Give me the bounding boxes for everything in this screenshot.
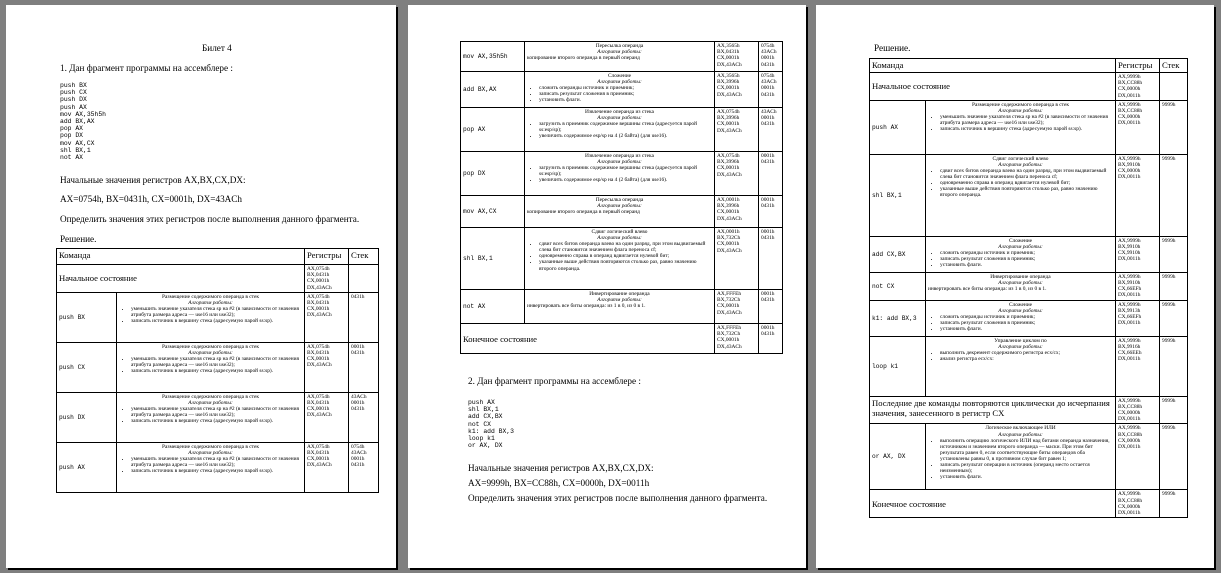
description-title: Логическое включающее ИЛИ bbox=[985, 425, 1056, 432]
description-list bbox=[527, 85, 712, 103]
description-bullet: • записать результат сложения в приемник; bbox=[539, 91, 712, 97]
table-row bbox=[57, 342, 379, 392]
stack-cell: 0431h bbox=[349, 292, 379, 342]
command-cell: pop DX bbox=[461, 152, 525, 196]
description-list bbox=[527, 241, 712, 271]
command-cell: loop k1 bbox=[870, 336, 926, 396]
description-subtitle: Алгоритм работы: bbox=[597, 49, 642, 56]
description-subtitle: Алгоритм работы: bbox=[188, 399, 233, 406]
code-line: shl BX,1 bbox=[60, 146, 91, 154]
command-description bbox=[926, 300, 1116, 336]
stack-cell: 9999h bbox=[1160, 272, 1188, 300]
page-3 bbox=[816, 5, 1214, 568]
page-2 bbox=[408, 5, 806, 568]
command-cell: not CX bbox=[870, 272, 926, 300]
init-label-2: Начальные значения регистров AX,BX,CX,DX: bbox=[468, 463, 654, 473]
description-list bbox=[527, 165, 712, 183]
command-cell: push AX bbox=[57, 442, 117, 492]
registers-cell: AX,0001h BX,732Ch CX,0001h DX,43ACh bbox=[715, 228, 759, 290]
table-row bbox=[57, 392, 379, 442]
description-line: копирование второго операнда в первый операнд bbox=[527, 55, 640, 62]
init-label: Начальные значения регистров AX,BX,CX,DX: bbox=[60, 175, 246, 185]
description-list bbox=[119, 306, 302, 324]
table-row bbox=[57, 442, 379, 492]
stack-cell: 0001h 0431h bbox=[349, 342, 379, 392]
initial-registers-2: AX,9999h BX,CC88h CX,0000h DX,0011h bbox=[1116, 73, 1160, 101]
note-stack: 9999h bbox=[1160, 396, 1188, 424]
command-description bbox=[926, 336, 1116, 396]
description-subtitle: Алгоритм работы: bbox=[597, 297, 642, 304]
stack-cell: 0754h 43ACh 0001h 0431h bbox=[759, 42, 783, 72]
description-bullet: • сложить операнды источник и приемник; bbox=[940, 314, 1113, 320]
description-line: инвертировать все биты операнда: из 1 в 0, из 0 в 1. bbox=[928, 286, 1047, 292]
description-list bbox=[928, 438, 1113, 481]
description-list bbox=[928, 350, 1113, 362]
header-stack-2: Стек bbox=[1160, 59, 1188, 73]
registers-cell: AX,0754h BX,0431h CX,0001h DX,43ACh bbox=[305, 342, 349, 392]
solution-table-2 bbox=[869, 58, 1188, 518]
stack-cell: 0754h 43ACh 0001h 0431h bbox=[759, 72, 783, 108]
command-description bbox=[926, 236, 1116, 272]
registers-cell: AX,0754h BX,3996h CX,0001h DX,43ACh bbox=[715, 152, 759, 196]
initial-state-label: Начальное состояние bbox=[57, 265, 305, 293]
description-title: Сложение bbox=[1008, 237, 1033, 244]
description-bullet: • записать результат сложения в приемник; bbox=[940, 320, 1113, 326]
stack-cell: 0001h 0431h bbox=[759, 196, 783, 228]
code-line: push AX bbox=[468, 399, 495, 406]
solution-label: Решение. bbox=[60, 234, 97, 244]
header-stack: Стек bbox=[349, 249, 379, 265]
description-list bbox=[119, 406, 302, 424]
description-bullet: • уменьшить значение указателя стека sp на #2 (в зависимости от значения атрибута размера адреса — use16 или use32); bbox=[131, 356, 302, 368]
description-line: инвертировать все биты операнда: из 1 в 0, из 0 в 1. bbox=[527, 303, 646, 310]
description-bullet: • одновременно справа в операнд вдвигается нулевой бит; bbox=[539, 253, 712, 259]
table-row bbox=[461, 72, 783, 108]
description-subtitle: Алгоритм работы: bbox=[597, 115, 642, 122]
registers-cell: AX,FFFEh BX,732Ch CX,0001h DX,43ACh bbox=[715, 290, 759, 324]
solution-label-2: Решение. bbox=[874, 43, 911, 53]
description-bullet: • сложить операнды источник и приемник; bbox=[940, 250, 1113, 256]
description-title: Извлечение операнда из стека bbox=[585, 153, 654, 159]
registers-cell: AX,9999h BX,CC88h CX,0000h DX,0011h bbox=[1116, 424, 1160, 490]
description-subtitle: Алгоритм работы: bbox=[597, 235, 642, 242]
initial-stack bbox=[349, 265, 379, 293]
description-title: Инвертирование операнда bbox=[990, 273, 1051, 280]
command-description bbox=[926, 100, 1116, 154]
description-list bbox=[928, 250, 1113, 268]
command-cell: k1: add BX,3 bbox=[870, 300, 926, 336]
command-description bbox=[525, 42, 715, 72]
registers-cell: AX,0001h BX,3996h CX,0001h DX,43ACh bbox=[715, 196, 759, 228]
stack-cell: 0001h 0431h bbox=[759, 152, 783, 196]
description-bullet: • выполнить операцию логического ИЛИ над битами операнда назначения, источником и значением второго операнда — маски. При этом бит результата равен 0, если соответствующие биты операндов оба установлены равны 0, в противном случае бит равен 1; bbox=[940, 438, 1113, 462]
description-subtitle: Алгоритм работы: bbox=[597, 203, 642, 210]
description-title: Пересылка операнда bbox=[595, 43, 644, 49]
description-title: Извлечение операнда из стека bbox=[585, 109, 654, 115]
command-description bbox=[117, 292, 305, 342]
description-bullet: • указанные выше действия повторяются столько раз, равно значению второго операнда. bbox=[940, 186, 1113, 198]
solution-table-1-cont bbox=[460, 41, 783, 354]
table-row bbox=[870, 236, 1188, 272]
code-line: shl BX,1 bbox=[468, 406, 499, 414]
table-row bbox=[870, 396, 1188, 424]
description-bullet: • установить флаги. bbox=[539, 97, 712, 103]
description-list bbox=[119, 456, 302, 474]
description-bullet: • записать источник в вершину стека (адресуемую парой ss:sp). bbox=[131, 318, 302, 324]
registers-cell: AX,0754h BX,0431h CX,0001h DX,43ACh bbox=[305, 292, 349, 342]
stack-cell: 43ACh 0001h 0431h bbox=[759, 108, 783, 152]
description-bullet: • увеличить содержимое esp/sp на 4 (2 байта) (для use16). bbox=[539, 177, 712, 183]
registers-cell: AX,9999h BX,CC88h CX,0000h DX,0011h bbox=[1116, 100, 1160, 154]
code-line: mov AX,35h5h bbox=[60, 110, 107, 118]
description-title: Сдвиг логический влево bbox=[591, 229, 648, 235]
description-line: копирование второго операнда в первый операнд bbox=[527, 209, 640, 216]
header-command-2: Команда bbox=[870, 59, 1116, 73]
command-description bbox=[525, 196, 715, 228]
command-description bbox=[926, 272, 1116, 300]
state-label: Конечное состояние bbox=[870, 490, 1116, 518]
description-bullet: • записать источник в вершину стека (адресуемую парой ss:sp). bbox=[131, 418, 302, 424]
task-1-text: 1. Дан фрагмент программы на ассемблере : bbox=[60, 63, 233, 73]
command-description bbox=[117, 442, 305, 492]
loop-note: Последние две команды повторяются циклически до исчерпания значения, занесенного в регистр CX bbox=[870, 396, 1116, 424]
description-bullet: • установить флаги. bbox=[940, 262, 1113, 268]
code-line: push BX bbox=[60, 82, 87, 89]
command-cell: mov AX,35h5h bbox=[461, 42, 525, 72]
code-line: push DX bbox=[60, 96, 87, 104]
state-stack: 9999h bbox=[1160, 490, 1188, 518]
code-line: push CX bbox=[60, 89, 87, 97]
state-registers: AX,FFFEh BX,732Ch CX,0001h DX,43ACh bbox=[715, 324, 759, 354]
description-subtitle: Алгоритм работы: bbox=[998, 107, 1043, 114]
stack-cell: 9999h bbox=[1160, 424, 1188, 490]
description-bullet: • записать источник в вершину стека (адресуемую парой ss:sp). bbox=[131, 368, 302, 374]
command-description bbox=[525, 228, 715, 290]
registers-cell: AX,3565h BX,0431h CX,0001h DX,43ACh bbox=[715, 42, 759, 72]
command-description bbox=[926, 424, 1116, 490]
stack-cell: 43ACh 0001h 0431h bbox=[349, 392, 379, 442]
description-bullet: • уменьшить значение указателя стека sp на #2 (в зависимости от значения атрибута размера адреса — use16 или use32); bbox=[131, 306, 302, 318]
table-row bbox=[870, 300, 1188, 336]
description-bullet: • указанные выше действия повторяются столько раз, равно значению второго операнда. bbox=[539, 259, 712, 271]
command-description bbox=[117, 392, 305, 442]
description-subtitle: Алгоритм работы: bbox=[597, 79, 642, 86]
registers-cell: AX,9999h BX,9916h CX,66EEh DX,0011h bbox=[1116, 336, 1160, 396]
description-bullet: • записать источник в вершину стека (адресуемую парой ss:sp). bbox=[131, 468, 302, 474]
description-subtitle: Алгоритм работы: bbox=[998, 243, 1043, 250]
description-title: Управление циклом по bbox=[994, 337, 1047, 344]
header-registers-2: Регистры bbox=[1116, 59, 1160, 73]
description-subtitle: Алгоритм работы: bbox=[998, 279, 1043, 286]
table-row bbox=[461, 228, 783, 290]
description-title: Инвертирование операнда bbox=[589, 291, 650, 297]
code-line: not CX bbox=[468, 420, 492, 428]
description-bullet: • записать результат сложения в приемник; bbox=[940, 256, 1113, 262]
table-row bbox=[461, 290, 783, 324]
stack-cell: 9999h bbox=[1160, 154, 1188, 236]
registers-cell: AX,9999h BX,9910h CX,66EFh DX,0011h bbox=[1116, 272, 1160, 300]
command-cell: shl BX,1 bbox=[870, 154, 926, 236]
description-subtitle: Алгоритм работы: bbox=[998, 307, 1043, 314]
description-bullet: • записать результат операции в источник (операнд место остается неизменным); bbox=[940, 462, 1113, 474]
stack-cell: 9999h bbox=[1160, 336, 1188, 396]
code-line: not AX bbox=[60, 154, 84, 162]
header-command: Команда bbox=[57, 249, 305, 265]
command-cell: mov AX,CX bbox=[461, 196, 525, 228]
description-title: Размещение содержимого операнда в стек bbox=[162, 343, 259, 350]
initial-state-label-2: Начальное состояние bbox=[870, 73, 1116, 101]
stack-cell: 0754h 43ACh 0001h 0431h bbox=[349, 442, 379, 492]
description-bullet: • установить флаги. bbox=[940, 326, 1113, 332]
description-subtitle: Алгоритм работы: bbox=[998, 161, 1043, 168]
initial-stack-2 bbox=[1160, 73, 1188, 101]
registers-cell: AX,9999h BX,9913h CX,66EFh DX,0011h bbox=[1116, 300, 1160, 336]
description-list bbox=[119, 356, 302, 374]
description-title: Сложение bbox=[1008, 301, 1033, 308]
description-bullet: • сложить операнды источник и приемник; bbox=[539, 85, 712, 91]
description-title: Сдвиг логический влево bbox=[992, 155, 1049, 162]
description-list bbox=[928, 168, 1113, 198]
state-label: Конечное состояние bbox=[461, 324, 715, 354]
description-subtitle: Алгоритм работы: bbox=[597, 159, 642, 166]
command-cell: not AX bbox=[461, 290, 525, 324]
command-description bbox=[525, 152, 715, 196]
table-row bbox=[870, 154, 1188, 236]
code-line: pop AX bbox=[60, 125, 84, 133]
description-subtitle: Алгоритм работы: bbox=[188, 299, 233, 306]
command-description bbox=[926, 154, 1116, 236]
command-description bbox=[525, 72, 715, 108]
registers-cell: AX,0754h BX,0431h CX,0001h DX,43ACh bbox=[305, 392, 349, 442]
description-subtitle: Алгоритм работы: bbox=[188, 449, 233, 456]
description-bullet: • увеличить содержимое esp/sp на 4 (2 байта) (для use16). bbox=[539, 133, 712, 139]
description-title: Размещение содержимого операнда в стек bbox=[972, 101, 1069, 108]
description-bullet: • одновременно справа в операнд вдвигается нулевой бит; bbox=[940, 180, 1113, 186]
table-row bbox=[870, 336, 1188, 396]
registers-cell: AX,0754h BX,3996h CX,0001h DX,43ACh bbox=[715, 108, 759, 152]
header-registers: Регистры bbox=[305, 249, 349, 265]
description-title: Размещение содержимого операнда в стек bbox=[162, 443, 259, 450]
description-bullet: • установить флаги. bbox=[940, 474, 1113, 480]
registers-cell: AX,9999h BX,9910h CX,0000h DX,0011h bbox=[1116, 154, 1160, 236]
question-2: Определить значения этих регистров после выполнения данного фрагмента. bbox=[468, 493, 768, 503]
code-line: loop k1 bbox=[468, 435, 495, 443]
question: Определить значения этих регистров после выполнения данного фрагмента. bbox=[60, 214, 360, 224]
table-row bbox=[870, 490, 1188, 518]
table-row bbox=[461, 108, 783, 152]
description-subtitle: Алгоритм работы: bbox=[998, 343, 1043, 350]
description-title: Пересылка операнда bbox=[595, 197, 644, 203]
registers-cell: AX,9999h BX,9910h CX,9910h DX,0011h bbox=[1116, 236, 1160, 272]
description-bullet: • уменьшить значение указателя стека sp на #2 (в зависимости от значения атрибута размера адреса — use16 или use32); bbox=[131, 456, 302, 468]
description-list bbox=[527, 121, 712, 139]
table-row bbox=[461, 152, 783, 196]
command-description bbox=[117, 342, 305, 392]
description-bullet: • выполнить декремент содержимого регистра ecx/cx; bbox=[940, 350, 1113, 356]
description-bullet: • уменьшить значение указателя стека sp на #2 (в зависимости от значения атрибута размера адреса — use16 или use32); bbox=[940, 114, 1113, 126]
command-cell: shl BX,1 bbox=[461, 228, 525, 290]
state-stack: 0001h 0431h bbox=[759, 324, 783, 354]
command-description bbox=[525, 290, 715, 324]
code-listing-2 bbox=[468, 399, 514, 449]
description-subtitle: Алгоритм работы: bbox=[188, 349, 233, 356]
table-row bbox=[870, 424, 1188, 490]
table-row bbox=[461, 42, 783, 72]
description-bullet: • сдвиг всех битов операнда влево на один разряд, при этом выдвигаемый слева бит становится значением флага переноса cf; bbox=[940, 168, 1113, 180]
description-bullet: • загрузить в приемник содержимое вершины стека (адресуется парой ss:esp/sp); bbox=[539, 121, 712, 133]
command-cell: push AX bbox=[870, 100, 926, 154]
stack-cell: 0001h 0431h bbox=[759, 290, 783, 324]
command-cell: add CX,BX bbox=[870, 236, 926, 272]
stack-cell: 0001h 0431h bbox=[759, 228, 783, 290]
description-title: Размещение содержимого операнда в стек bbox=[162, 293, 259, 300]
command-cell: or AX, DX bbox=[870, 424, 926, 490]
stack-cell: 9999h bbox=[1160, 236, 1188, 272]
table-row bbox=[870, 272, 1188, 300]
description-bullet: • анализ регистра ecx/cx: bbox=[940, 356, 1113, 362]
description-list bbox=[928, 114, 1113, 132]
command-cell: pop AX bbox=[461, 108, 525, 152]
description-bullet: • загрузить в приемник содержимое вершины стека (адресуется парой ss:esp/sp); bbox=[539, 165, 712, 177]
command-cell: add BX,AX bbox=[461, 72, 525, 108]
command-cell: push BX bbox=[57, 292, 117, 342]
code-listing-1 bbox=[60, 82, 106, 161]
code-line: add BX,AX bbox=[60, 118, 95, 126]
command-description bbox=[525, 108, 715, 152]
code-line: push AX bbox=[60, 103, 87, 111]
description-title: Размещение содержимого операнда в стек bbox=[162, 393, 259, 400]
table-row bbox=[870, 100, 1188, 154]
description-title: Сложение bbox=[607, 73, 632, 79]
state-registers: AX,9999h BX,CC88h CX,0000h DX,0011h bbox=[1116, 490, 1160, 518]
table-row bbox=[461, 324, 783, 354]
page-1 bbox=[6, 5, 396, 568]
initial-registers: AX,0754h BX,0431h CX,0001h DX,43ACh bbox=[305, 265, 349, 293]
code-line: k1: add BX,3 bbox=[468, 427, 515, 435]
description-bullet: • записать источник в вершину стека (адресуемую парой ss:sp). bbox=[940, 126, 1113, 132]
description-bullet: • уменьшить значение указателя стека sp на #2 (в зависимости от значения атрибута размера адреса — use16 или use32); bbox=[131, 406, 302, 418]
description-subtitle: Алгоритм работы: bbox=[998, 431, 1043, 438]
stack-cell: 9999h bbox=[1160, 100, 1188, 154]
registers-cell: AX,0754h BX,0431h CX,0001h DX,43ACh bbox=[305, 442, 349, 492]
note-registers: AX,9999h BX,CC88h CX,0000h DX,0011h bbox=[1116, 396, 1160, 424]
ticket-title: Билет 4 bbox=[202, 43, 232, 53]
command-cell: push DX bbox=[57, 392, 117, 442]
code-line: or AX, DX bbox=[468, 442, 503, 450]
command-cell: push CX bbox=[57, 342, 117, 392]
description-bullet: • сдвиг всех битов операнда влево на один разряд, при этом выдвигаемый слева бит становится значением флага переноса cf; bbox=[539, 241, 712, 253]
task-2-text: 2. Дан фрагмент программы на ассемблере : bbox=[468, 376, 641, 386]
registers-cell: AX,3565h BX,3996h CX,0001h DX,43ACh bbox=[715, 72, 759, 108]
code-line: add CX,BX bbox=[468, 413, 503, 421]
stack-cell: 9999h bbox=[1160, 300, 1188, 336]
init-values-2: AX=9999h, BX=CC88h, CX=0000h, DX=0011h bbox=[468, 478, 650, 488]
code-line: pop DX bbox=[60, 132, 84, 140]
description-list bbox=[928, 314, 1113, 332]
code-line: mov AX,CX bbox=[60, 139, 95, 147]
init-values: AX=0754h, BX=0431h, CX=0001h, DX=43ACh bbox=[60, 194, 243, 204]
table-row bbox=[57, 292, 379, 342]
table-row bbox=[461, 196, 783, 228]
solution-table-1 bbox=[56, 248, 379, 493]
